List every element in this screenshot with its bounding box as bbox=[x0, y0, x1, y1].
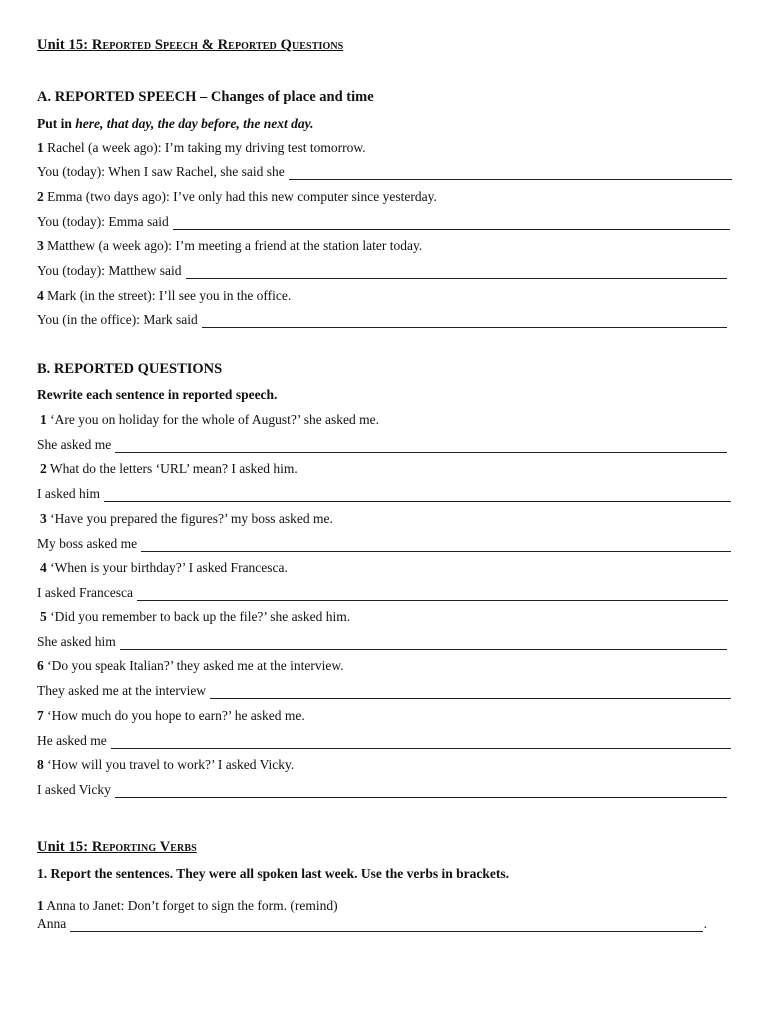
rv-item-1-answer-blank[interactable] bbox=[70, 919, 702, 932]
a-item-3-prompt: 3 Matthew (a week ago): I’m meeting a friend at the station later today. bbox=[37, 238, 423, 253]
a-item-2-prompt: 2 Emma (two days ago): I’ve only had this new computer since yesterday. bbox=[37, 189, 437, 204]
b-item-3-answer-blank[interactable] bbox=[141, 539, 731, 552]
b-item-7-answer: He asked me bbox=[37, 733, 731, 749]
b-item-2-answer: I asked him bbox=[37, 486, 731, 502]
b-item-4-prompt: 4 ‘When is your birthday?’ I asked Francesca. bbox=[40, 560, 288, 575]
unit-title: Unit 15: Reported Speech & Reported Questions bbox=[37, 37, 344, 53]
a-item-1-prompt: 1 Rachel (a week ago): I’m taking my driving test tomorrow. bbox=[37, 140, 366, 155]
b-item-3-answer: My boss asked me bbox=[37, 536, 731, 552]
a-item-3-answer-blank[interactable] bbox=[186, 266, 728, 279]
section-b-instruction: Rewrite each sentence in reported speech. bbox=[37, 387, 278, 402]
unit-title-reporting-verbs: Unit 15: Reporting Verbs bbox=[37, 839, 197, 855]
b-item-4-answer-blank[interactable] bbox=[137, 588, 728, 601]
section-a-heading: A. REPORTED SPEECH – Changes of place and time bbox=[37, 89, 374, 105]
b-item-8-answer: I asked Vicky bbox=[37, 782, 727, 798]
a-item-4-prompt: 4 Mark (in the street): I’ll see you in the office. bbox=[37, 288, 292, 303]
b-item-5-prompt: 5 ‘Did you remember to back up the file?’ she asked him. bbox=[40, 609, 351, 624]
b-item-6-answer: They asked me at the interview bbox=[37, 683, 731, 699]
b-item-1-answer: She asked me bbox=[37, 437, 727, 453]
a-item-2-answer: You (today): Emma said bbox=[37, 214, 730, 230]
b-item-1-answer-blank[interactable] bbox=[115, 440, 727, 453]
section-b-heading: B. REPORTED QUESTIONS bbox=[37, 361, 223, 377]
a-item-3-answer: You (today): Matthew said bbox=[37, 263, 727, 279]
b-item-6-answer-blank[interactable] bbox=[210, 686, 731, 699]
b-item-5-answer-blank[interactable] bbox=[120, 637, 727, 650]
a-item-2-answer-blank[interactable] bbox=[173, 217, 730, 230]
b-item-2-answer-blank[interactable] bbox=[104, 489, 731, 502]
b-item-2-prompt: 2 What do the letters ‘URL’ mean? I asked him. bbox=[40, 461, 298, 476]
reporting-verbs-instruction: 1. Report the sentences. They were all spoken last week. Use the verbs in brackets. bbox=[37, 866, 509, 881]
b-item-7-prompt: 7 ‘How much do you hope to earn?’ he asked me. bbox=[37, 708, 305, 723]
b-item-4-answer: I asked Francesca bbox=[37, 585, 728, 601]
rv-item-1-prompt: 1 Anna to Janet: Don’t forget to sign the form. (remind) bbox=[37, 898, 338, 913]
a-item-4-answer-blank[interactable] bbox=[202, 315, 727, 328]
b-item-6-prompt: 6 ‘Do you speak Italian?’ they asked me at the interview. bbox=[37, 658, 344, 673]
b-item-8-answer-blank[interactable] bbox=[115, 785, 727, 798]
a-item-1-answer-blank[interactable] bbox=[289, 167, 732, 180]
b-item-8-prompt: 8 ‘How will you travel to work?’ I asked Vicky. bbox=[37, 757, 295, 772]
rv-item-1-answer: Anna . bbox=[37, 916, 707, 931]
a-item-4-answer: You (in the office): Mark said bbox=[37, 312, 727, 328]
b-item-5-answer: She asked him bbox=[37, 634, 727, 650]
section-a-instruction: Put in here, that day, the day before, the next day. bbox=[37, 116, 314, 131]
a-item-1-answer: You (today): When I saw Rachel, she said she bbox=[37, 164, 732, 180]
b-item-7-answer-blank[interactable] bbox=[111, 736, 731, 749]
b-item-3-prompt: 3 ‘Have you prepared the figures?’ my boss asked me. bbox=[40, 511, 333, 526]
b-item-1-prompt: 1 ‘Are you on holiday for the whole of August?’ she asked me. bbox=[40, 412, 380, 427]
